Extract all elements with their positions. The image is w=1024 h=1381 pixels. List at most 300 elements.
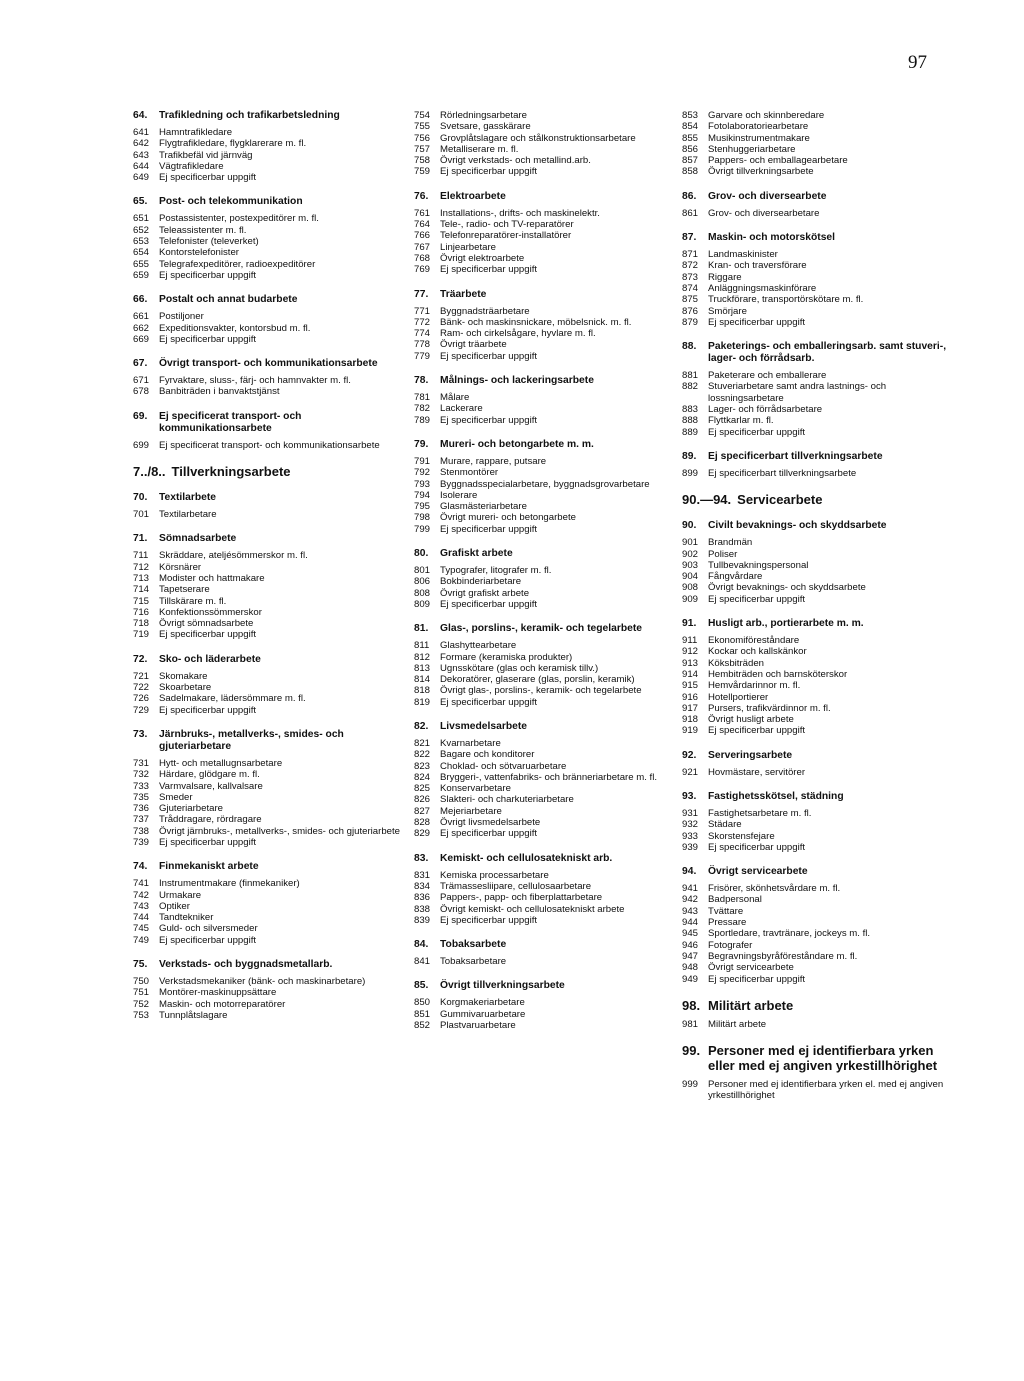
occupation-code: 831 — [414, 869, 431, 881]
occupation-title: Ej specificerbar uppgift — [159, 629, 257, 641]
occupation-code: 732 — [133, 769, 150, 781]
occupation-code: 883 — [682, 404, 699, 416]
occupation-row — [133, 259, 411, 270]
group-code: 7../8.. — [133, 464, 166, 480]
group-title: Övrigt transport- och kommunikationsarbete — [159, 358, 378, 370]
occupation-code: 871 — [682, 249, 699, 261]
group-code: 90.—94. — [682, 492, 732, 508]
occupation-title: Pressare — [708, 917, 747, 929]
group-title: Ej specificerat transport- och kommunikationsarbete — [159, 410, 302, 434]
occupation-row — [682, 560, 952, 571]
occupation-row — [414, 144, 676, 155]
group-heading — [133, 492, 411, 504]
occupation-row — [133, 584, 411, 595]
occupation-row — [682, 819, 952, 830]
occupation-code: 873 — [682, 271, 699, 283]
occupation-code: 791 — [414, 455, 431, 467]
occupation-code: 722 — [133, 682, 150, 694]
occupation-row — [133, 607, 411, 618]
occupation-row — [133, 138, 411, 149]
occupation-title: Fotolaboratoriearbetare — [708, 121, 809, 133]
occupation-group — [414, 623, 676, 708]
occupation-row — [414, 806, 676, 817]
group-title: Glas-, porslins-, keramik- och tegelarbete — [440, 623, 643, 635]
occupation-code: 825 — [414, 783, 431, 795]
occupation-code: 824 — [414, 771, 431, 783]
occupation-code: 699 — [133, 439, 150, 451]
occupation-row — [414, 565, 676, 576]
occupation-title: Ej specificerat transport- och kommunikationsarbete — [159, 439, 380, 451]
group-heading — [414, 289, 676, 301]
occupation-group — [133, 654, 411, 716]
group-code: 98. — [682, 997, 701, 1013]
occupation-title: Byggnadsträarbetare — [440, 305, 530, 317]
occupation-code: 644 — [133, 160, 150, 172]
occupation-code: 881 — [682, 370, 699, 382]
occupation-title: Hemvårdarinnor m. fl. — [708, 680, 801, 692]
occupation-code: 899 — [682, 467, 699, 479]
occupation-code: 742 — [133, 889, 150, 901]
occupation-row — [133, 573, 411, 584]
occupation-code: 718 — [133, 618, 150, 630]
occupation-title: Verkstadsmekaniker (bänk- och maskinarbetare) — [159, 976, 366, 988]
occupation-title: Montörer-maskinuppsättare — [159, 987, 277, 999]
occupation-row — [133, 270, 411, 281]
occupation-row — [414, 133, 676, 144]
occupation-code: 812 — [414, 651, 431, 663]
occupation-title: Ej specificerbar uppgift — [159, 172, 257, 184]
occupation-row — [682, 283, 952, 294]
occupation-title: Telefonister (televerket) — [159, 236, 259, 248]
occupation-title: Maskin- och motorreparatörer — [159, 998, 286, 1010]
group-heading — [133, 358, 411, 370]
occupation-title: Brandmän — [708, 537, 753, 549]
group-code: 92. — [682, 749, 697, 761]
occupation-group — [133, 492, 411, 520]
group-heading — [133, 196, 411, 208]
occupation-code: 654 — [133, 247, 150, 259]
group-title: Grafiskt arbete — [440, 548, 513, 560]
group-heading — [682, 866, 952, 878]
occupation-code: 828 — [414, 817, 431, 829]
occupation-title: Pappers-, papp- och fiberplattarbetare — [440, 892, 603, 904]
group-code: 88. — [682, 341, 697, 353]
occupation-code: 719 — [133, 629, 150, 641]
occupation-row — [414, 1020, 676, 1031]
occupation-row — [133, 1010, 411, 1021]
occupation-code: 715 — [133, 595, 150, 607]
group-title: Fastighetsskötsel, städning — [708, 790, 844, 802]
occupation-group — [414, 980, 676, 1031]
occupation-title: Tunnplåtslagare — [159, 1009, 228, 1021]
occupation-title: Telefonreparatörer-installatörer — [440, 230, 572, 242]
occupation-title: Poliser — [708, 548, 738, 560]
occupation-code: 744 — [133, 912, 150, 924]
occupation-row — [133, 935, 411, 946]
occupation-row — [682, 703, 952, 714]
occupation-row — [133, 693, 411, 704]
occupation-code: 767 — [414, 241, 431, 253]
occupation-row — [133, 999, 411, 1010]
occupation-group — [414, 939, 676, 967]
group-code: 66. — [133, 294, 148, 306]
group-code: 86. — [682, 190, 697, 202]
occupation-code: 814 — [414, 674, 431, 686]
occupation-title: Tandtekniker — [159, 912, 214, 924]
occupation-code: 811 — [414, 640, 430, 652]
occupation-code: 752 — [133, 998, 150, 1010]
occupation-code: 838 — [414, 903, 431, 915]
group-code: 69. — [133, 410, 148, 422]
occupation-code: 769 — [414, 264, 431, 276]
occupation-title: Paketerare och emballerare — [708, 370, 827, 382]
occupation-code: 659 — [133, 269, 150, 281]
occupation-title: Stuveriarbetare samt andra lastnings- och lossningsarbetare — [708, 381, 887, 404]
occupation-title: Övrigt mureri- och betongarbete — [440, 512, 576, 524]
occupation-title: Rörledningsarbetare — [440, 110, 527, 121]
group-code: 89. — [682, 450, 697, 462]
occupation-code: 661 — [133, 311, 150, 323]
occupation-row — [682, 669, 952, 680]
occupation-row — [414, 524, 676, 535]
occupation-title: Personer med ej identifierbara yrken el. med ej angiven yrkestillhörighet — [708, 1079, 944, 1102]
occupation-group — [414, 439, 676, 535]
occupation-code: 793 — [414, 478, 431, 490]
occupation-row — [682, 294, 952, 305]
occupation-row — [133, 562, 411, 573]
occupation-title: Mejeriarbetare — [440, 805, 502, 817]
occupation-title: Optiker — [159, 900, 190, 912]
occupation-row — [682, 306, 952, 317]
occupation-code: 779 — [414, 350, 431, 362]
occupation-code: 861 — [682, 207, 699, 219]
occupation-group — [133, 196, 411, 281]
occupation-title: Tapetserare — [159, 584, 210, 596]
occupation-title: Övrigt livsmedelsarbete — [440, 817, 541, 829]
group-code: 82. — [414, 720, 429, 732]
occupation-row — [414, 881, 676, 892]
occupation-group — [414, 375, 676, 426]
occupation-row — [133, 923, 411, 934]
occupation-row — [133, 682, 411, 693]
occupation-code: 919 — [682, 725, 699, 737]
occupation-row — [414, 915, 676, 926]
occupation-code: 902 — [682, 548, 699, 560]
occupation-row — [414, 697, 676, 708]
occupation-title: Övrigt husligt arbete — [708, 714, 794, 726]
group-title: Sömnadsarbete — [159, 533, 237, 545]
occupation-code: 745 — [133, 923, 150, 935]
occupation-group — [133, 411, 411, 451]
occupation-code: 799 — [414, 523, 431, 535]
group-title: Elektroarbete — [440, 190, 506, 202]
occupation-row — [133, 890, 411, 901]
occupation-title: Ram- och cirkelsågare, hyvlare m. fl. — [440, 328, 596, 340]
occupation-row — [682, 767, 952, 778]
occupation-title: Landmaskinister — [708, 249, 778, 261]
occupation-code: 875 — [682, 294, 699, 306]
group-title: Militärt arbete — [708, 997, 794, 1013]
group-heading — [133, 959, 411, 971]
occupation-row — [414, 685, 676, 696]
occupation-title: Övrigt servicearbete — [708, 962, 794, 974]
occupation-row — [682, 635, 952, 646]
occupation-code: 945 — [682, 928, 699, 940]
occupation-title: Militärt arbete — [708, 1018, 767, 1030]
group-code: 75. — [133, 959, 148, 971]
occupation-code: 669 — [133, 333, 150, 345]
occupation-code: 949 — [682, 973, 699, 985]
occupation-group — [133, 110, 411, 183]
occupation-title: Bryggeri-, vattenfabriks- och bränneriarbetare m. fl. — [440, 771, 658, 783]
occupation-row — [682, 906, 952, 917]
occupation-row — [133, 629, 411, 640]
group-heading — [414, 980, 676, 992]
occupation-title: Övrigt järnbruks-, metallverks-, smides- och gjuteriarbete — [159, 825, 400, 837]
occupation-title: Fotografer — [708, 939, 753, 951]
occupation-title: Tvättare — [708, 905, 744, 917]
occupation-title: Typografer, litografer m. fl. — [440, 565, 552, 577]
occupation-title: Formare (keramiska produkter) — [440, 651, 573, 663]
occupation-code: 772 — [414, 316, 431, 328]
group-code: 91. — [682, 618, 697, 630]
occupation-code: 649 — [133, 172, 150, 184]
group-heading — [133, 464, 411, 479]
occupation-row — [414, 351, 676, 362]
occupation-row — [682, 883, 952, 894]
occupation-code: 858 — [682, 166, 699, 178]
occupation-title: Glashyttearbetare — [440, 640, 517, 652]
occupation-code: 822 — [414, 749, 431, 761]
group-heading — [414, 548, 676, 560]
occupation-group — [682, 191, 952, 219]
occupation-title: Bänk- och maskinsnickare, möbelsnick. m. fl. — [440, 316, 632, 328]
occupation-group — [682, 110, 952, 178]
group-heading — [133, 654, 411, 666]
group-heading — [682, 791, 952, 803]
occupation-row — [133, 781, 411, 792]
occupation-title: Ej specificerbar uppgift — [440, 696, 538, 708]
occupation-group — [414, 289, 676, 362]
occupation-row — [682, 381, 952, 404]
occupation-code: 839 — [414, 914, 431, 926]
occupation-title: Slakteri- och charkuteriarbetare — [440, 794, 574, 806]
occupation-row — [133, 172, 411, 183]
occupation-row — [414, 761, 676, 772]
occupation-title: Skorstensfejare — [708, 830, 775, 842]
group-title: Civilt bevaknings- och skyddsarbete — [708, 520, 887, 532]
occupation-code: 915 — [682, 680, 699, 692]
occupation-code: 946 — [682, 939, 699, 951]
group-heading — [414, 721, 676, 733]
occupation-row — [414, 306, 676, 317]
group-heading — [682, 451, 952, 463]
occupation-row — [133, 912, 411, 923]
occupation-title: Trämassesliipare, cellulosaarbetare — [440, 880, 592, 892]
occupation-code: 764 — [414, 219, 431, 231]
occupation-row — [133, 334, 411, 345]
group-title: Textilarbete — [159, 492, 217, 504]
occupation-row — [414, 208, 676, 219]
occupation-row — [682, 249, 952, 260]
occupation-title: Instrumentmakare (finmekaniker) — [159, 878, 300, 890]
occupation-row — [682, 831, 952, 842]
occupation-code: 834 — [414, 880, 431, 892]
occupation-title: Hamntrafikledare — [159, 127, 233, 138]
occupation-row — [682, 842, 952, 853]
occupation-code: 778 — [414, 339, 431, 351]
group-title: Grov- och diversearbete — [708, 190, 827, 202]
occupation-title: Ej specificerbar uppgift — [708, 973, 806, 985]
occupation-title: Textilarbetare — [159, 509, 217, 521]
occupation-code: 943 — [682, 905, 699, 917]
occupation-row — [682, 133, 952, 144]
occupation-title: Körsnärer — [159, 561, 202, 573]
occupation-code: 759 — [414, 166, 431, 178]
occupation-title: Övrigt bevaknings- och skyddsarbete — [708, 582, 866, 594]
occupation-code: 819 — [414, 696, 431, 708]
occupation-row — [414, 904, 676, 915]
occupation-code: 733 — [133, 780, 150, 792]
occupation-title: Tobaksarbetare — [440, 956, 507, 968]
occupation-code: 879 — [682, 316, 699, 328]
occupation-code: 904 — [682, 571, 699, 583]
group-code: 72. — [133, 653, 148, 665]
occupation-title: Modister och hattmakare — [159, 572, 265, 584]
occupation-code: 944 — [682, 917, 699, 929]
occupation-title: Övrigt grafiskt arbete — [440, 587, 530, 599]
occupation-row — [133, 878, 411, 889]
group-heading — [682, 341, 952, 365]
occupation-row — [682, 404, 952, 415]
occupation-code: 781 — [414, 392, 431, 404]
occupation-code: 829 — [414, 828, 431, 840]
occupation-row — [133, 837, 411, 848]
group-heading — [133, 861, 411, 873]
occupation-code: 836 — [414, 892, 431, 904]
occupation-code: 857 — [682, 155, 699, 167]
occupation-title: Lackerare — [440, 403, 483, 415]
occupation-code: 913 — [682, 657, 699, 669]
occupation-group — [682, 451, 952, 479]
occupation-title: Dekoratörer, glaserare (glas, porslin, keramik) — [440, 674, 635, 686]
occupation-title: Trafikbefäl vid järnväg — [159, 149, 253, 161]
occupation-row — [133, 150, 411, 161]
occupation-code: 911 — [682, 635, 698, 647]
group-title: Övrigt servicearbete — [708, 866, 808, 878]
occupation-code: 901 — [682, 537, 699, 549]
occupation-title: Murare, rappare, putsare — [440, 455, 547, 467]
occupation-row — [414, 242, 676, 253]
group-title: Kemiskt- och cellulosatekniskt arb. — [440, 852, 613, 864]
occupation-row — [414, 512, 676, 523]
occupation-row — [682, 894, 952, 905]
occupation-row — [133, 509, 411, 520]
occupation-title: Metalliserare m. fl. — [440, 143, 519, 155]
group-heading — [682, 232, 952, 244]
group-title: Målnings- och lackeringsarbete — [440, 375, 594, 387]
group-heading — [682, 618, 952, 630]
occupation-title: Skräddare, ateljésömmerskor m. fl. — [159, 550, 308, 562]
occupation-title: Smeder — [159, 791, 193, 803]
group-code: 70. — [133, 492, 148, 504]
occupation-code: 821 — [414, 737, 431, 749]
occupation-title: Konservarbetare — [440, 783, 511, 795]
occupation-title: Härdare, glödgare m. fl. — [159, 769, 260, 781]
group-title: Trafikledning och trafikarbetsledning — [159, 110, 340, 121]
occupation-title: Installations-, drifts- och maskinelektr. — [440, 207, 600, 219]
occupation-title: Övrigt glas-, porslins-, keramik- och tegelarbete — [440, 685, 642, 697]
occupation-row — [414, 339, 676, 350]
occupation-row — [133, 618, 411, 629]
occupation-title: Flygtrafikledare, flygklarerare m. fl. — [159, 138, 307, 150]
occupation-code: 757 — [414, 143, 431, 155]
occupation-code: 671 — [133, 375, 150, 387]
occupation-row — [414, 121, 676, 132]
occupation-code: 876 — [682, 305, 699, 317]
occupation-code: 941 — [682, 883, 699, 895]
occupation-group — [133, 959, 411, 1021]
occupation-row — [682, 940, 952, 951]
occupation-code: 749 — [133, 934, 150, 946]
occupation-code: 948 — [682, 962, 699, 974]
occupation-code: 823 — [414, 760, 431, 772]
occupation-title: Grovplåtslagare och stålkonstruktionsarbetare — [440, 132, 636, 144]
group-code: 80. — [414, 548, 429, 560]
occupation-title: Musikinstrumentmakare — [708, 132, 810, 144]
occupation-code: 789 — [414, 414, 431, 426]
occupation-row — [682, 272, 952, 283]
group-title: Livsmedelsarbete — [440, 720, 527, 732]
group-title: Personer med ej identifierbara yrken eller med ej angiven yrkestillhörighet — [708, 1043, 938, 1074]
occupation-row — [414, 663, 676, 674]
occupation-row — [133, 705, 411, 716]
occupation-code: 743 — [133, 900, 150, 912]
occupation-title: Ekonomiföreståndare — [708, 635, 800, 647]
occupation-title: Ej specificerbar uppgift — [440, 598, 538, 610]
occupation-code: 678 — [133, 386, 150, 398]
occupation-code: 801 — [414, 565, 431, 577]
occupation-title: Övrigt verkstads- och metallind.arb. — [440, 155, 591, 167]
occupation-code: 916 — [682, 691, 699, 703]
occupation-group — [133, 294, 411, 345]
occupation-code: 641 — [133, 127, 150, 138]
occupation-title: Kemiska processarbetare — [440, 869, 549, 881]
occupation-title: Ej specificerbar uppgift — [159, 333, 257, 345]
occupation-row — [414, 892, 676, 903]
occupation-code: 798 — [414, 512, 431, 524]
occupation-group — [133, 861, 411, 946]
occupation-title: Ej specificerbar uppgift — [440, 523, 538, 535]
occupation-code: 753 — [133, 1009, 150, 1021]
occupation-title: Bagare och konditorer — [440, 749, 535, 761]
occupation-group — [414, 191, 676, 276]
occupation-row — [682, 1079, 952, 1102]
occupation-code: 655 — [133, 258, 150, 270]
occupation-row — [414, 467, 676, 478]
occupation-title: Skoarbetare — [159, 682, 212, 694]
occupation-row — [133, 814, 411, 825]
occupation-title: Stenhuggeriarbetare — [708, 143, 796, 155]
occupation-row — [682, 537, 952, 548]
occupation-title: Smörjare — [708, 305, 747, 317]
group-code: 81. — [414, 623, 429, 635]
group-code: 77. — [414, 288, 429, 300]
occupation-title: Gummivaruarbetare — [440, 1008, 526, 1020]
occupation-code: 856 — [682, 143, 699, 155]
occupation-code: 741 — [133, 878, 150, 890]
occupation-row — [133, 769, 411, 780]
